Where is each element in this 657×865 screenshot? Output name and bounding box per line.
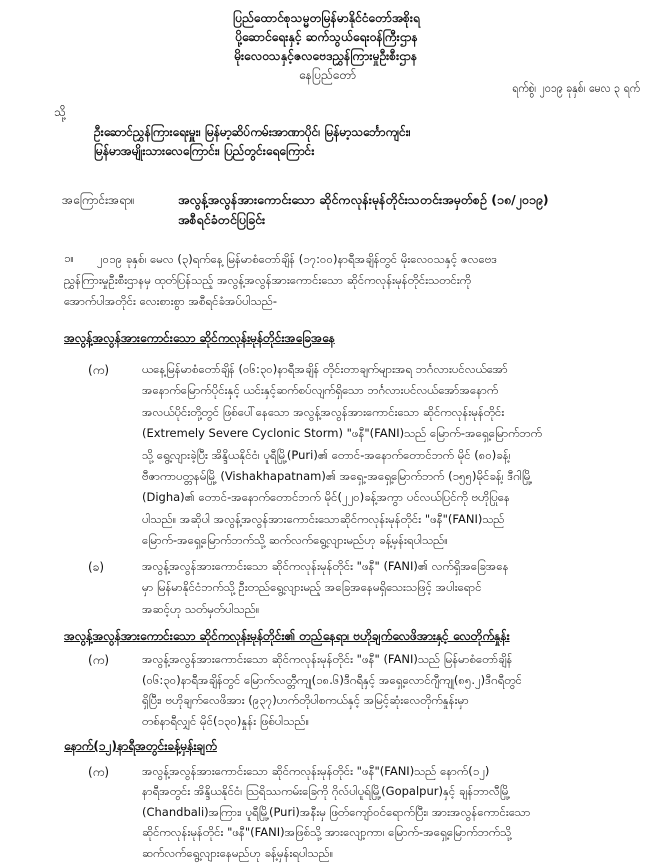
item-line: (၀၆:၃၀)နာရီအချိန်တွင် မြောက်လတ္တီကျု(၁၈.၆)ဒီဂရီနှင့် အရှေ့လောင်ဂျီကျု(၈၅.၂)ဒီဂရီတွင်: [142, 672, 522, 687]
letterhead-city: နေပြည်တော်: [299, 67, 357, 82]
section3-item-a: [142, 761, 531, 863]
item-line: အလယ်ပိုင်းတို့တွင် ဖြစ်ပေါ်နေသော အလွန့်အလွန်အားကောင်းသော ဆိုင်ကလုန်းမုန်တိုင်း: [142, 404, 505, 419]
item-line: ဆိုင်ကလုန်းမုန်တိုင်း "ဖနီ"(FANI)အဖြစ်သို့ အားလျော့ကာ၊ မြောက်-အရှေ့မြောက်ဘက်သို့: [142, 825, 512, 840]
paragraph-line: ၂၀၁၉ ခုနှစ်၊ မေလ (၃)ရက်နေ့ မြန်မာစံတော်ချိန် (၁၇:၀၀)နာရီအချိန်တွင် မိုးလေဝသနှင့် ဇလဗေဒ: [97, 252, 498, 266]
section2-item-a: [142, 649, 522, 731]
item-line: အဆင့်ဟု သတ်မှတ်ပါသည်။: [142, 601, 260, 616]
item-line: နာရီအတွင်း အိန္ဒိယနိုင်ငံ၊ ဩရိဿကမ်းခြေကို ဂိုလ်ပါပူရ်မြို့(Gopalpur)နှင့် ချန်ဘာလီမြို့: [142, 784, 511, 799]
item-line: အလွန့်အလွန်အားကောင်းသော ဆိုင်ကလုန်းမုန်တိုင်း "ဖနီ"(FANI)သည် နောက်(၁၂): [142, 764, 490, 778]
item-line: သို့ ရွေ့လျားခဲ့ပြီး အိန္ဒိယနိုင်ငံ၊ ပူရီမြို့(Puri)၏ တောင်-အနောက်တောင်ဘက် မိုင် (၈၀)ခန့်၊: [142, 447, 511, 462]
letterhead-ministry: ပို့ဆောင်ရေးနှင့် ဆက်သွယ်ရေးဝန်ကြီးဌာန: [234, 29, 418, 44]
item-line: (Chandbali)အကြား၊ ပူရီမြို့(Puri)အနီးမှ ဖြတ်ကျော်ဝင်ရောက်ပြီး၊ အားအလွန်ကောင်းသော: [142, 804, 531, 819]
letterhead-department: မိုးလေဝသနှင့်ဇလဗေဒညွှန်ကြားမှုဦးစီးဌာန: [234, 48, 418, 63]
subject-line: အစီရင်ခံတင်ပြခြင်း: [178, 212, 266, 227]
section1-item-a: [142, 359, 542, 552]
to-label: သို့: [54, 105, 66, 119]
item-marker: (က): [88, 363, 110, 377]
item-line: အလွန့်အလွန်အားကောင်းသော ဆိုင်ကလုန်းမုန်တိုင်း "ဖနီ" (FANI)သည် မြန်မာစံတော်ချိန်: [142, 652, 513, 666]
item-marker: (ခ): [88, 560, 105, 574]
letterhead-government: ပြည်ထောင်စုသမ္မတမြန်မာနိုင်ငံတော်အစိုးရ: [232, 10, 420, 25]
paragraph-1: [97, 249, 497, 270]
recipients: [94, 123, 411, 161]
section1-item-b: [142, 556, 509, 620]
recipients-line: ဦးဆောင်ညွှန်ကြားရေးမှူး၊ မြန်မာ့ဆိပ်ကမ်းအာဏာပိုင်၊ မြန်မာ့သင်္ဘောကျင်း၊: [94, 125, 411, 139]
paragraph-number: ၁။: [64, 251, 74, 265]
subject-label: အကြောင်းအရာ။: [62, 193, 135, 207]
item-line: အလွန့်အလွန်အားကောင်းသော ဆိုင်ကလုန်းမုန်တိုင်း "ဖနီ" (FANI)၏ လက်ရှိအခြေအနေ: [142, 559, 509, 573]
item-line: (Extremely Severe Cyclonic Storm) "ဖနီ"(FANI)သည် မြောက်-အရှေ့မြောက်ဘက်: [142, 426, 542, 441]
item-line: ဆက်လက်ရွေ့လျားနေမည်ဟု ခန့်မှန်းရပါသည်။: [142, 845, 334, 860]
item-line: ရှိပြီး၊ ဗဟိုချက်လေဖိအား (၉၃၇)ဟက်တိုပါစကယ်နှင့် အမြင့်ဆုံးလေတိုက်နှုန်းမှာ: [142, 693, 469, 707]
section-heading: နောက်(၁၂)နာရီအတွင်းခန့်မှန်းချက်: [64, 739, 217, 753]
item-line: ဗီဇာကာပတ္တနမ်မြို့ (Vishakhapatnam)၏ အရှေ့-အရှေ့မြောက်ဘက် (၁၅၅)မိုင်ခန့်၊ ဒီဂါမြို့: [142, 469, 533, 484]
item-marker: (က): [88, 653, 110, 667]
subject-line: အလွန့်အလွန်အားကောင်းသော ဆိုင်ကလုန်းမုန်တိုင်းသတင်းအမှတ်စဉ် (၁၈/၂၀၁၉): [178, 192, 549, 207]
item-line: အနောက်မြောက်ပိုင်းနှင့် ယင်းနှင့်ဆက်စပ်လျက်ရှိသော ဘင်္ဂလားပင်လယ်အော်အနောက်: [142, 383, 499, 398]
item-line: (Digha)၏ တောင်-အနောက်တောင်ဘက် မိုင်(၂၂၀)ခန့်အကွာ ပင်လယ်ပြင်ကို ဗဟိုပြုနေ: [142, 490, 510, 505]
item-line: မှာ မြန်မာနိုင်ငံဘက်သို့ ဦးတည်ရွေ့လျားမည့် အခြေအနေမရှိသေးသဖြင့် အပါးရောင်: [142, 580, 482, 595]
paragraph-1-cont: [64, 270, 471, 312]
paragraph-line: အောက်ပါအတိုင်း လေးစားစွာ အစီရင်ခံအပ်ပါသည်-: [64, 294, 278, 308]
item-line: ယနေ့မြန်မာစံတော်ချိန် (၀၆:၃၀)နာရီအချိန် တိုင်းတာချက်များအရ ဘင်္ဂလားပင်လယ်အော်: [142, 362, 508, 376]
item-marker: (က): [88, 765, 110, 779]
subject: [178, 190, 549, 230]
recipients-line: မြန်မာအမျိုးသားလေကြောင်း၊ ပြည်တွင်းရေကြောင်း: [94, 144, 315, 158]
paragraph-line: ညွှန်ကြားမှုဦးစီးဌာနမှ ထုတ်ပြန်သည့် အလွန့်အလွန်အားကောင်းသော ဆိုင်ကလုန်းမုန်တိုင်းသတင်းကို: [64, 273, 471, 287]
section-heading: အလွန့်အလွန်အားကောင်းသော ဆိုင်ကလုန်းမုန်တိုင်း၏ တည်နေရာ၊ ဗဟိုချက်လေဖိအားနှင့် လေတိုက်နှုန်း: [64, 629, 510, 643]
section-heading: အလွန့်အလွန်အားကောင်းသော ဆိုင်ကလုန်းမုန်တိုင်းအခြေအနေ: [64, 331, 335, 345]
item-line: မြောက်-အရှေ့မြောက်ဘက်သို့ ဆက်လက်ရွေ့လျားမည်ဟု ခန့်မှန်းရပါသည်။: [142, 533, 448, 548]
letter-date: ရက်စွဲ၊ ၂၀၁၉ ခုနှစ်၊ မေလ ၃ ရက်: [512, 81, 640, 95]
letterhead: [0, 8, 657, 84]
item-line: ပါသည်။ အဆိုပါ အလွန့်အလွန်အားကောင်းသောဆိုင်ကလုန်းမုန်တိုင်း "ဖနီ"(FANI)သည်: [142, 511, 505, 526]
item-line: တစ်နာရီလျှင် မိုင်(၁၃၀)နှုန်း ဖြစ်ပါသည်။: [142, 713, 310, 728]
